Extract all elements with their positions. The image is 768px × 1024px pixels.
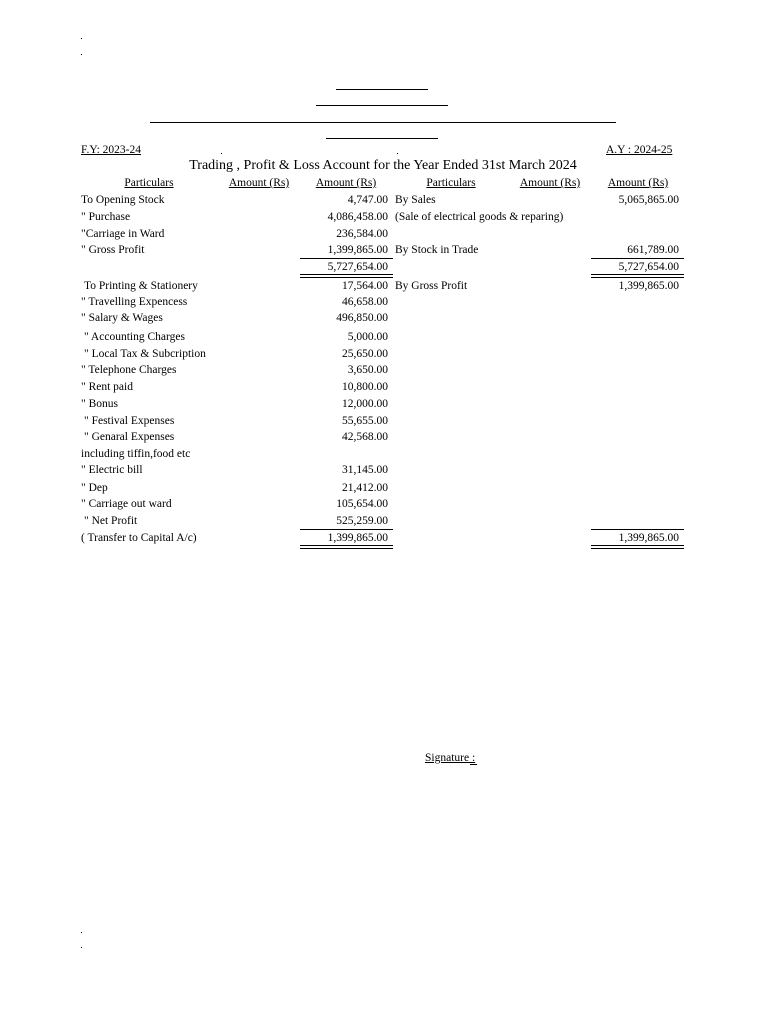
heading-line-1 (336, 89, 428, 90)
trading-debit-label: " Gross Profit (81, 244, 145, 256)
col-particulars-left: Particulars (124, 177, 174, 189)
pl-total-rule-left (300, 529, 393, 530)
speck (81, 947, 82, 948)
pl-debit-label: " Festival Expenses (84, 415, 175, 427)
trading-debit-amount: 236,584.00 (336, 228, 388, 240)
pl-debit-label: " Accounting Charges (84, 331, 185, 343)
pl-total-underline-left (300, 545, 393, 549)
trading-debit-label: " Purchase (81, 211, 131, 223)
pl-total-left: 1,399,865.00 (327, 532, 388, 544)
heading-line-3 (150, 122, 616, 123)
trading-credit-label: By Stock in Trade (395, 244, 479, 256)
pl-debit-label: " Carriage out ward (81, 498, 172, 510)
pl-debit-label: " Rent paid (81, 381, 133, 393)
ay-label: A.Y : 2024-25 (606, 144, 673, 156)
speck (221, 153, 222, 154)
col-particulars-right: Particulars (426, 177, 476, 189)
pl-debit-amount: 46,658.00 (342, 296, 388, 308)
pl-debit-label: " Electric bill (81, 464, 143, 476)
speck (81, 932, 82, 933)
pl-debit-label: " Travelling Expencess (81, 296, 188, 308)
speck (397, 153, 398, 154)
pl-debit-label: including tiffin,food etc (81, 448, 191, 460)
pl-total-rule-right (591, 529, 684, 530)
heading-line-4 (326, 138, 438, 139)
page-title: Trading , Profit & Loss Account for the Year Ended 31st March 2024 (189, 158, 577, 173)
pl-debit-label: " Genaral Expenses (84, 431, 175, 443)
pl-credit-amount: 1,399,865.00 (618, 280, 679, 292)
pl-debit-amount: 12,000.00 (342, 398, 388, 410)
pl-debit-amount: 525,259.00 (336, 515, 388, 527)
pl-debit-amount: 25,650.00 (342, 348, 388, 360)
pl-debit-amount: 31,145.00 (342, 464, 388, 476)
trading-credit-label: (Sale of electrical goods & reparing) (395, 211, 564, 223)
col-amount-left-2: Amount (Rs) (315, 177, 377, 189)
trading-total-underline-left (300, 274, 393, 278)
trading-debit-amount: 4,747.00 (347, 194, 388, 206)
trading-total-rule-right (591, 258, 684, 259)
pl-debit-amount: 5,000.00 (347, 331, 388, 343)
pl-total-underline-right (591, 545, 684, 549)
trading-credit-label: By Sales (395, 194, 436, 206)
pl-debit-label: " Net Profit (84, 515, 138, 527)
col-amount-right-1: Amount (Rs) (519, 177, 581, 189)
trading-total-right: 5,727,654.00 (618, 261, 679, 273)
trading-debit-label: "Carriage in Ward (81, 228, 165, 240)
speck (81, 54, 82, 55)
pl-debit-label: " Salary & Wages (81, 312, 163, 324)
pl-debit-label: ( Transfer to Capital A/c) (81, 532, 197, 544)
pl-debit-amount: 105,654.00 (336, 498, 388, 510)
trading-total-left: 5,727,654.00 (327, 261, 388, 273)
pl-credit-rule (591, 277, 684, 278)
pl-debit-amount: 21,412.00 (342, 482, 388, 494)
trading-credit-amount: 5,065,865.00 (618, 194, 679, 206)
pl-debit-amount: 10,800.00 (342, 381, 388, 393)
pl-debit-label: To Printing & Stationery (84, 280, 198, 292)
pl-total-right: 1,399,865.00 (618, 532, 679, 544)
pl-debit-amount: 496,850.00 (336, 312, 388, 324)
pl-debit-label: " Dep (81, 482, 108, 494)
speck (81, 38, 82, 39)
heading-line-2 (316, 105, 448, 106)
pl-debit-label: " Bonus (81, 398, 118, 410)
trading-debit-amount: 4,086,458.00 (327, 211, 388, 223)
pl-credit-label: By Gross Profit (395, 280, 468, 292)
trading-debit-label: To Opening Stock (81, 194, 165, 206)
trading-debit-amount: 1,399,865.00 (327, 244, 388, 256)
pl-debit-label: " Telephone Charges (81, 364, 177, 376)
col-amount-left-1: Amount (Rs) (228, 177, 290, 189)
pl-debit-amount: 55,655.00 (342, 415, 388, 427)
pl-debit-label: " Local Tax & Subcription (84, 348, 206, 360)
trading-credit-amount: 661,789.00 (627, 244, 679, 256)
pl-debit-amount: 17,564.00 (342, 280, 388, 292)
pl-debit-amount: 3,650.00 (347, 364, 388, 376)
fy-label: F.Y: 2023-24 (81, 144, 141, 156)
signature-line (470, 764, 477, 765)
signature-label: Signature : (425, 752, 476, 764)
col-amount-right-2: Amount (Rs) (607, 177, 669, 189)
trading-total-rule-left (300, 258, 393, 259)
pl-debit-amount: 42,568.00 (342, 431, 388, 443)
